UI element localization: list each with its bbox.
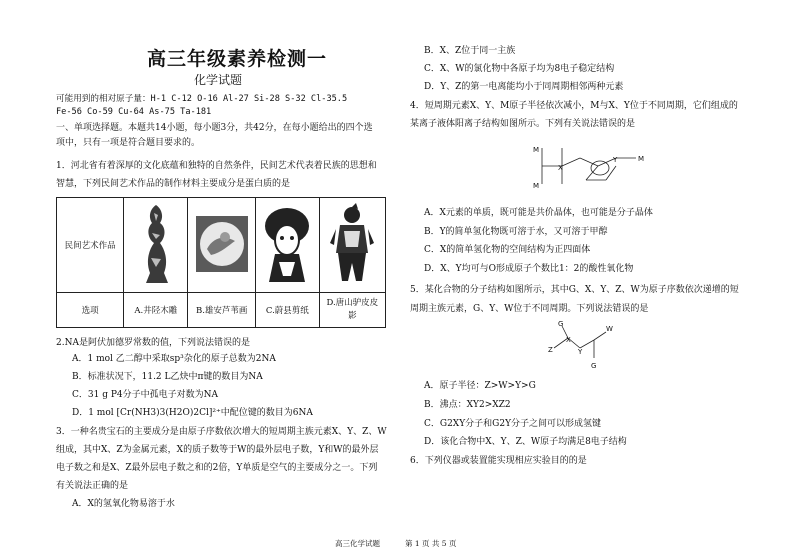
- q1-line2: 智慧，下列民间艺术作品的制作材料主要成分是蛋白质的是: [56, 179, 291, 189]
- q6-stem: 6．下列仪器或装置能实现相应实验目的的是: [410, 456, 587, 466]
- q4-struct-label-y: Y: [613, 156, 618, 164]
- q1-option-d-line1: D.唐山驴皮皮: [326, 298, 379, 308]
- atomic-masses-line2: Fe-56 Co-59 Cu-64 As-75 Ta-181: [56, 107, 212, 117]
- q2-option-b: B．标准状况下，11.2 L乙炔中π键的数目为NA: [72, 372, 263, 382]
- q4-struct-label-m2: M: [638, 155, 645, 163]
- q3-option-a: A．X的氢氧化物易溶于水: [72, 499, 175, 509]
- q2-stem: 2.NA是阿伏加德罗常数的值，下列说法错误的是: [56, 338, 250, 348]
- q4-line1: 4．短周期元素X、Y、M原子半径依次减小，M与X、Y位于不同周期，它们组成的: [410, 101, 738, 111]
- q1-option-d: [319, 293, 385, 328]
- q4-struct-label-x: X: [558, 164, 563, 172]
- q2-option-c: C．31 g P4分子中孤电子对数为NA: [72, 390, 218, 400]
- atomic-masses-line1: 可能用到的相对原子量：H-1 C-12 O-16 Al-27 Si-28 S-32 Cl-35.5: [56, 94, 348, 104]
- q3-option-b: B．X、Z位于同一主族: [424, 46, 516, 56]
- q1-option-a: A.井陉木雕: [124, 293, 188, 328]
- section1-line1: 一、单项选择题。本题共14小题，每小题3分，共42分，在每小题给出的四个选: [56, 123, 373, 133]
- q3-line4: 有关说法正确的是: [56, 481, 129, 491]
- q4-option-a: A．X元素的单质，既可能是共价晶体，也可能是分子晶体: [424, 208, 653, 218]
- q1-row-label: 民间艺术作品: [57, 198, 124, 293]
- q4-option-b: B．Y的简单氢化物既可溶于水，又可溶于甲醇: [424, 227, 608, 237]
- q5-struct-label-g2: G: [591, 362, 597, 370]
- q5-line1: 5．某化合物的分子结构如图所示，其中G、X、Y、Z、W为原子序数依次递增的短: [410, 285, 739, 295]
- paper-cut-image: [261, 204, 313, 284]
- q3-line2: 组成，其中X、Z为金属元素，X的质子数等于W的最外层电子数，Y和W的最外层: [56, 445, 379, 455]
- q3-option-d: D．Y、Z的第一电离能均小于同周期相邻两种元素: [424, 82, 624, 92]
- q5-struct-label-y: Y: [578, 348, 583, 356]
- q5-struct-label-w: W: [606, 325, 613, 333]
- shadow-puppet-image: [330, 203, 374, 285]
- q1-image-c: [256, 198, 320, 293]
- q4-option-c: C．X的简单氢化物的空间结构为正四面体: [424, 245, 591, 255]
- q4-structure-diagram: [528, 140, 658, 192]
- q4-struct-label-m1: M: [533, 146, 540, 154]
- wood-carving-image: [136, 203, 176, 285]
- q4-option-d: D．X、Y均可与O形成原子个数比1：2的酸性氧化物: [424, 264, 634, 274]
- reed-painting-image: [195, 215, 249, 273]
- q2-option-a: A．1 mol 乙二醇中采取sp³杂化的原子总数为2NA: [72, 354, 276, 364]
- q1-image-d: [319, 198, 385, 293]
- q5-struct-label-x: X: [566, 336, 571, 344]
- q3-line1: 3．一种名贵宝石的主要成分是由原子序数依次增大的短周期主族元素X、Y、Z、W: [56, 427, 387, 437]
- q4-line2: 某离子液体阳离子结构如图所示。下列有关说法错误的是: [410, 119, 636, 129]
- q5-line2: 周期主族元素，G、Y、W位于不同周期。下列说法错误的是: [410, 304, 649, 314]
- q1-line1: 1．河北省有着深厚的文化底蕴和独特的自然条件，民间艺术代表着民族的思想和: [56, 161, 377, 171]
- section1-line2: 项中，只有一项是符合题目要求的。: [56, 138, 201, 148]
- q5-option-c: C．G2XY分子和G2Y分子之间可以形成氢键: [424, 419, 602, 429]
- q1-image-b: [188, 198, 256, 293]
- q5-struct-label-g1: G: [558, 320, 564, 328]
- q1-col-label: 选项: [57, 293, 124, 328]
- q4-struct-label-m3: M: [533, 182, 540, 190]
- q2-option-d: D．1 mol [Cr(NH3)3(H2O)2Cl]²⁺中配位键的数目为6NA: [72, 408, 313, 418]
- q5-structure-diagram: [546, 318, 618, 374]
- page-title: 高三年级素养检测一: [147, 48, 328, 70]
- q1-option-c: C.蔚县剪纸: [256, 293, 320, 328]
- q1-image-a: [124, 198, 188, 293]
- q1-option-b: B.雄安芦苇画: [188, 293, 256, 328]
- q5-option-a: A．原子半径：Z>W>Y>G: [424, 381, 536, 391]
- footer-page-number: 第 1 页 共 5 页: [405, 539, 457, 548]
- q5-option-b: B．沸点：XY2>XZ2: [424, 400, 511, 410]
- q1-table: [56, 197, 386, 328]
- q5-struct-label-z: Z: [548, 346, 553, 354]
- footer-subject: 高三化学试题: [335, 539, 380, 548]
- q1-option-d-line2: 影: [348, 311, 357, 321]
- q3-line3: 电子数之和是X、Z最外层电子数之和的2倍，Y单质是空气的主要成分之一。下列: [56, 463, 378, 473]
- q3-option-c: C．X、W的氯化物中各原子均为8电子稳定结构: [424, 64, 615, 74]
- page-subtitle: 化学试题: [194, 73, 243, 87]
- q5-option-d: D．该化合物中X、Y、Z、W原子均满足8电子结构: [424, 437, 627, 447]
